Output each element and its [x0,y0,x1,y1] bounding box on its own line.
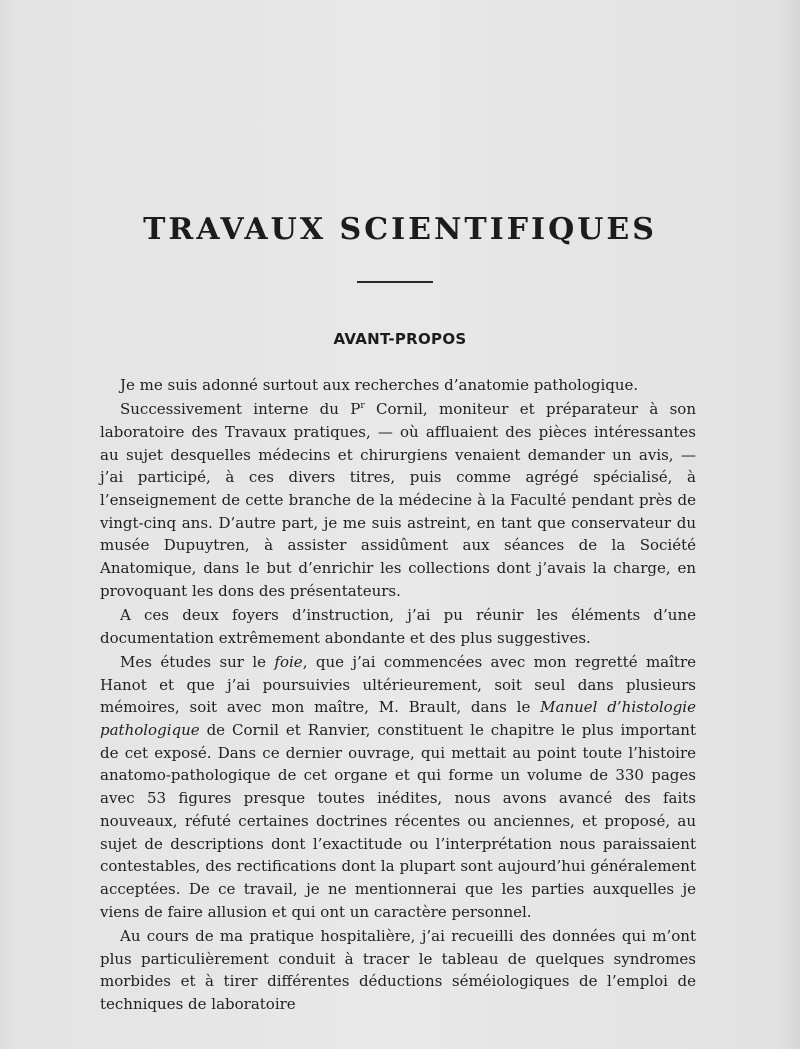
italic-term: foie [274,652,303,671]
body-text [100,374,696,1016]
page-title: TRAVAUX SCIENTIFIQUES [143,212,657,247]
superscript: r [360,401,365,412]
paragraph: Je me suis adonné surtout aux recherches d’anatomie pathologique. [120,376,639,394]
title-divider [357,281,433,283]
paragraph-text: Cornil, moniteur et préparateur à son laboratoire des Travaux pratiques, — où affluaient des pièces intéressantes au sujet desquelles médecins et chirurgiens venaient demander un avis, — j’ai participé, à ces divers titres, puis comme agrégé spécialisé, à l’enseignement de cette branche de la médecine à la Faculté pendant près de vingt-cinq ans. D’autre part, je me suis astreint, en tant que conservateur du musée Dupuytren, à assister assidûment aux séances de la Société Anatomique, dans le but d’enrichir les collections dont j’avais la charge, en provoquant les dons des présentateurs. [100,400,696,600]
paragraph: A ces deux foyers d’instruction, j’ai pu réunir les éléments d’une documentation extrêmement abondante et des plus suggestives. [100,606,696,647]
paragraph-text: Successivement interne du P [120,400,361,419]
paragraph: Au cours de ma pratique hospitalière, j’ai recueilli des données qui m’ont plus particulièrement conduit à tracer le tableau de quelques syndromes morbides et à tirer différentes déductions séméiologiques de l’emploi de techniques de laboratoire [100,926,696,1013]
paragraph [100,651,696,923]
paragraph-text: Mes études sur le [120,652,275,671]
paragraph-text: , que j’ai commencées avec mon regretté maître Hanot et que j’ai poursuivies ultérieurement, soit seul dans plusieurs mémoires, soit avec mon maître, M. Brault, dans le [100,652,696,717]
section-heading: AVANT-PROPOS [333,330,467,348]
paragraph-text: de Cornil et Ranvier, constituent le chapitre le plus important de cet exposé. Dans ce dernier ouvrage, qui mettait au point toute l’histoire anatomo-pathologique de cet organe et qui forme un volume de 330 pages avec 53 figures presque toutes inédites, nous avons avancé des faits nouveaux, réfuté certaines doctrines récentes ou anciennes, et proposé, au sujet de descriptions dont l’exactitude ou l’interprétation nous paraissaient contestables, des rectifications dont la plupart sont aujourd’hui généralement acceptées. De ce travail, je ne mentionnerai que les parties auxquelles je viens de faire allusion et qui ont un caractère personnel. [100,721,696,921]
italic-book-title: Manuel d’histologie pathologique [100,698,696,740]
paragraph [100,398,696,602]
